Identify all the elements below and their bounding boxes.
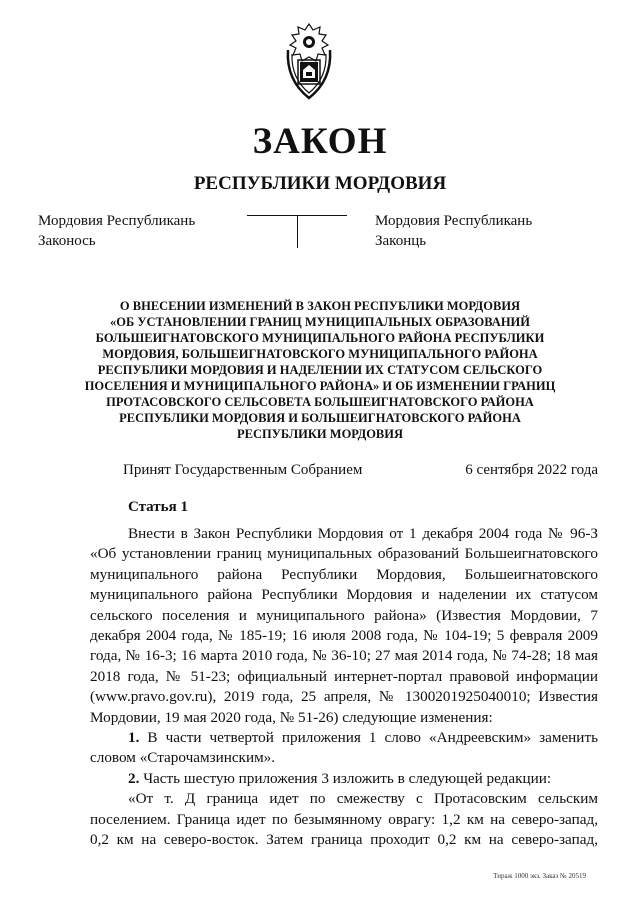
adopted-date: 6 сентября 2022 года — [465, 462, 598, 478]
erzya-title-line2: Законць — [375, 233, 427, 249]
law-title-line: О ВНЕСЕНИИ ИЗМЕНЕНИЙ В ЗАКОН РЕСПУБЛИКИ МОРДОВИЯ — [119, 299, 521, 313]
document-subtitle: РЕСПУБЛИКИ МОРДОВИЯ — [193, 173, 447, 194]
item-2-number: 2. — [128, 769, 140, 787]
quote-paragraph: «От т. Д граница идет по смежеству с Протасовским сельским поселением. Граница идет по безымянному оврагу: 1,2 км на северо-запад, 0,2 км на северо-восток. Затем граница проходит 0,2 км на северо-запад, — [90, 790, 598, 849]
moksha-title-block — [38, 211, 195, 251]
item-2-text: Часть шестую приложения 3 изложить в следующей редакции: — [143, 769, 552, 787]
article-body — [90, 524, 598, 851]
article-heading: Статья 1 — [128, 499, 188, 515]
law-title-line: ПРОТАСОВСКОГО СЕЛЬСОВЕТА БОЛЬШЕИГНАТОВСКОГО РАЙОНА — [106, 395, 534, 409]
item-1-text: В части четвертой приложения 1 слово «Андреевским» заменить словом «Старочамзинским». — [90, 729, 599, 767]
law-title-line: РЕСПУБЛИКИ МОРДОВИЯ — [236, 427, 404, 441]
item-1-number: 1. — [128, 729, 140, 747]
erzya-title-block — [375, 211, 532, 251]
moksha-title-line2: Законось — [38, 233, 96, 249]
document-title: ЗАКОН — [252, 121, 388, 162]
law-title-line: МОРДОВИЯ, БОЛЬШЕИГНАТОВСКОГО МУНИЦИПАЛЬНОГО РАЙОНА — [102, 347, 538, 361]
law-title-line: «ОБ УСТАНОВЛЕНИИ ГРАНИЦ МУНИЦИПАЛЬНЫХ ОБРАЗОВАНИЙ — [109, 315, 530, 329]
header-divider-vertical — [297, 215, 298, 248]
item-1-paragraph — [90, 728, 598, 769]
moksha-title-line1: Мордовия Республикань — [38, 213, 196, 229]
adopted-by: Принят Государственным Собранием — [123, 462, 363, 478]
item-2-paragraph — [90, 769, 598, 789]
law-title-line: РЕСПУБЛИКИ МОРДОВИЯ И БОЛЬШЕИГНАТОВСКОГО РАЙОНА — [119, 411, 521, 425]
erzya-title-line1: Мордовия Республикань — [375, 213, 533, 229]
print-run-footer: Тираж 1000 экз. Заказ № 20519 — [493, 872, 586, 880]
coat-of-arms-emblem — [278, 20, 340, 102]
law-title-line: БОЛЬШЕИГНАТОВСКОГО МУНИЦИПАЛЬНОГО РАЙОНА РЕСПУБЛИКИ — [95, 331, 545, 345]
intro-paragraph: Внести в Закон Республики Мордовия от 1 декабря 2004 года № 96-З «Об установлении границ муниципальных образований Большеигнатовского муниципального района Республики Мордовия, Большеигнатовского муниципального района Республики Мордовия и наделении их статусом сельского поселения и муниципального района» (Известия Мордовии, 7 декабря 2004 года, № 185-19; 16 июля 2008 года, № 104-19; 5 февраля 2009 года, № 16-3; 16 марта 2010 года, № 36-10; 27 мая 2014 года, № 74-28; 18 мая 2018 года, № 51-23; официальный интернет-портал правовой информации (www.pravo.gov.ru), 2019 года, 25 апреля, № 1300201925040010; Известия Мордовии, 19 мая 2020 года, № 51-26) следующие изменения: — [90, 525, 598, 726]
law-title-line: РЕСПУБЛИКИ МОРДОВИЯ И НАДЕЛЕНИИ ИХ СТАТУСОМ СЕЛЬСКОГО — [97, 363, 543, 377]
law-title — [75, 298, 565, 442]
law-title-line: ПОСЕЛЕНИЯ И МУНИЦИПАЛЬНОГО РАЙОНА» И ОБ ИЗМЕНЕНИИ ГРАНИЦ — [84, 379, 556, 393]
